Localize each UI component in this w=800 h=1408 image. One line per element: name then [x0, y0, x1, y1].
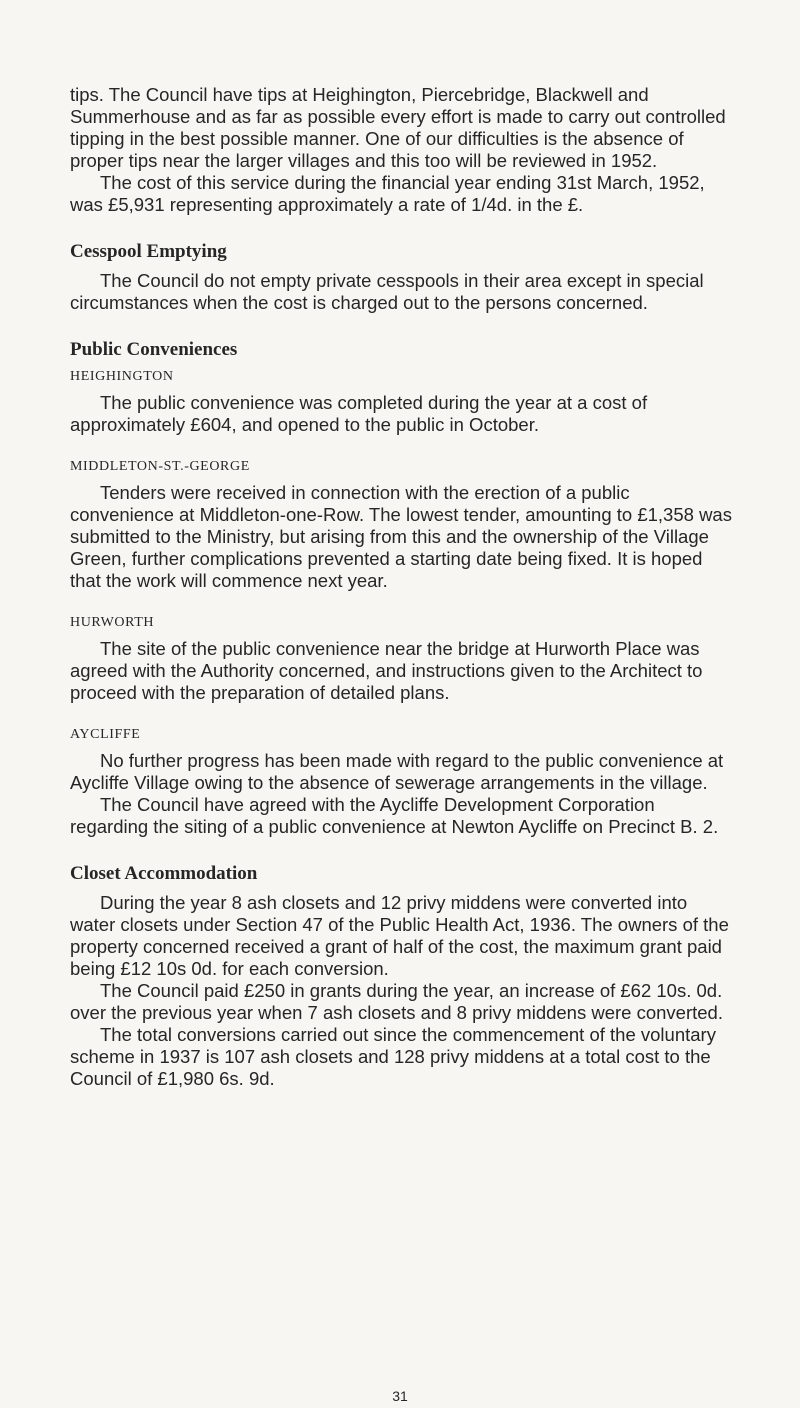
- hurworth-subheading: HURWORTH: [70, 615, 155, 630]
- middleton-paragraph: Tenders were received in connection with the erection of a public convenience at Middleton-one-Row. The lowest tender, amounting to £1,358 was submitted to the Ministry, but arising from this and the ownership of the Village Green, further complications prevented a starting date being fixed. It is hoped that the work will commence next year.: [70, 482, 732, 591]
- cesspool-paragraph: The Council do not empty private cesspools in their area except in special circumstances when the cost is charged out to the persons concerned.: [70, 270, 704, 313]
- closet-paragraph-3: The total conversions carried out since the commencement of the voluntary scheme in 1937 is 107 ash closets and 128 privy middens at a total cost to the Council of £1,980 6s. 9d.: [70, 1024, 716, 1089]
- heighington-paragraph: The public convenience was completed during the year at a cost of approximately £604, and opened to the public in October.: [70, 392, 648, 435]
- heighington-subheading: HEIGHINGTON: [70, 369, 174, 384]
- closet-paragraph-2: The Council paid £250 in grants during the year, an increase of £62 10s. 0d. over the previous year when 7 ash closets and 8 privy middens were converted.: [70, 980, 723, 1023]
- closet-accommodation-heading: Closet Accommodation: [70, 863, 258, 884]
- tips-paragraph: tips. The Council have tips at Heighington, Piercebridge, Blackwell and Summerhouse and as far as possible every effort is made to carry out controlled tipping in the best possible manner. One of our difficulties is the absence of proper tips near the larger villages and this too will be reviewed in 1952.: [70, 84, 726, 171]
- hurworth-paragraph: The site of the public convenience near the bridge at Hurworth Place was agreed with the Authority concerned, and instructions given to the Architect to proceed with the preparation of detailed plans.: [70, 638, 703, 703]
- closet-paragraph-1: During the year 8 ash closets and 12 privy middens were converted into water closets under Section 47 of the Public Health Act, 1936. The owners of the property concerned received a grant of half of the cost, the maximum grant paid being £12 10s 0d. for each conversion.: [70, 892, 729, 979]
- page-number: 31: [392, 1388, 408, 1404]
- closet-accommodation-section: [70, 862, 736, 1090]
- refuse-tipping-section: [70, 84, 736, 216]
- aycliffe-paragraph-1: No further progress has been made with regard to the public convenience at Aycliffe Village owing to the absence of sewerage arrangements in the village.: [70, 750, 724, 793]
- aycliffe-subheading: AYCLIFFE: [70, 727, 141, 742]
- middleton-subheading: MIDDLETON-ST.-GEORGE: [70, 459, 250, 474]
- cesspool-heading: Cesspool Emptying: [70, 241, 227, 262]
- public-conveniences-heading: Public Conveniences: [70, 339, 238, 360]
- cesspool-section: [70, 240, 736, 314]
- public-conveniences-section: [70, 338, 736, 838]
- tips-cost-paragraph: The cost of this service during the financial year ending 31st March, 1952, was £5,931 representing approximately a rate of 1/4d. in the £.: [70, 172, 705, 215]
- aycliffe-paragraph-2: The Council have agreed with the Aycliffe Development Corporation regarding the siting of a public convenience at Newton Aycliffe on Precinct B. 2.: [70, 794, 719, 837]
